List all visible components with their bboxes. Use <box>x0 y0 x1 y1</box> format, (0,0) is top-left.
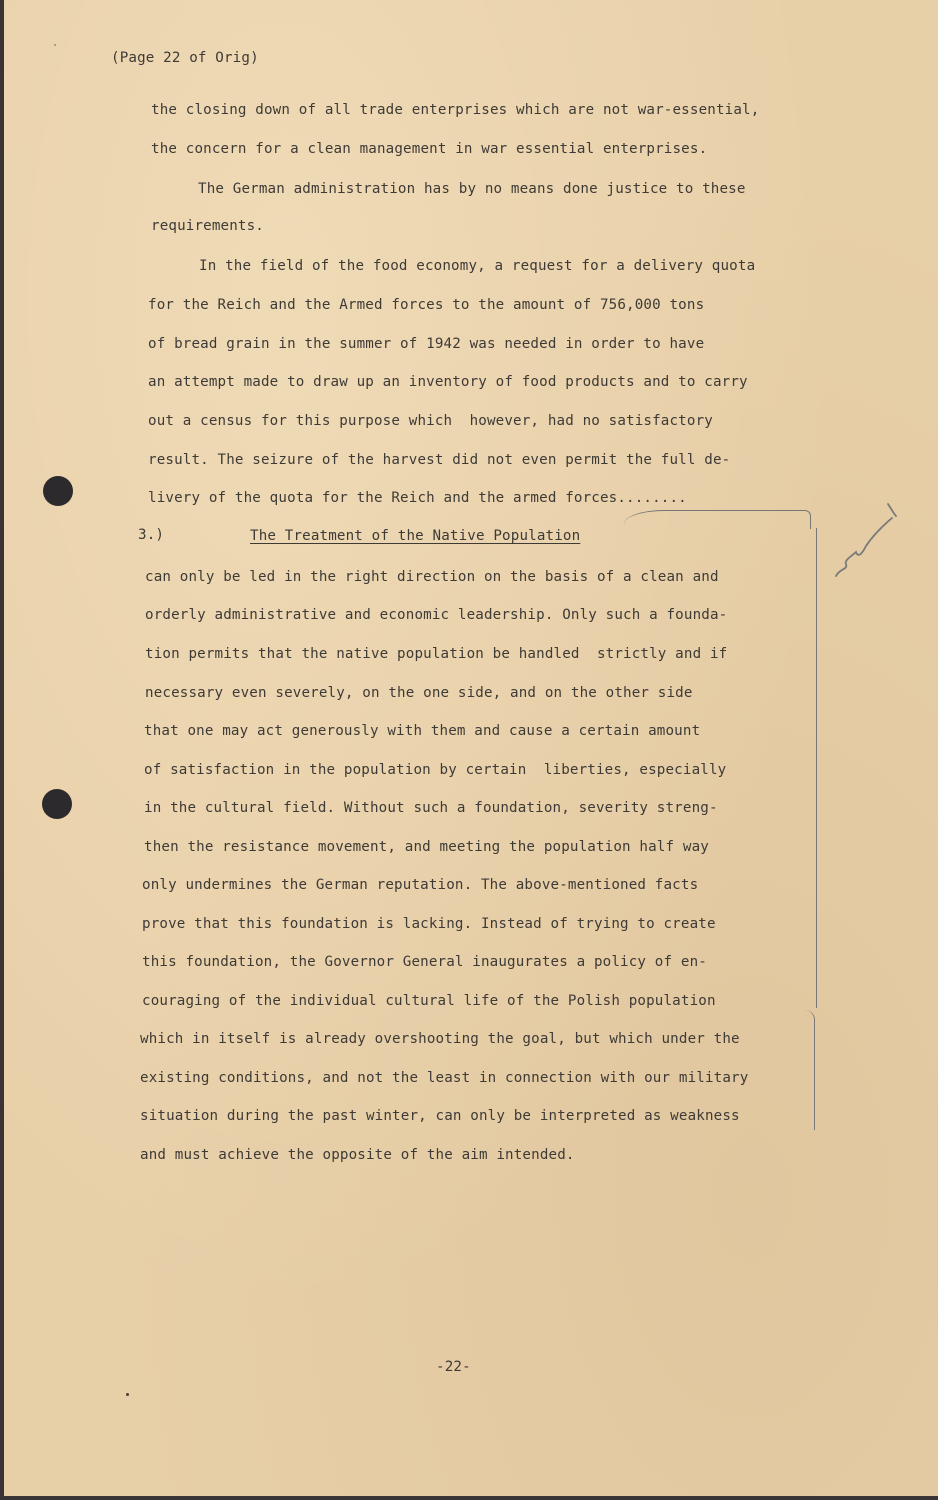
text-line: necessary even severely, on the one side, and on the other side <box>145 685 693 701</box>
text-line: the concern for a clean management in war essential enterprises. <box>151 141 708 157</box>
text-line: then the resistance movement, and meeting the population half way <box>144 839 709 855</box>
text-line: an attempt made to draw up an inventory of food products and to carry <box>148 374 748 390</box>
paper-speck <box>54 44 56 46</box>
text-line: result. The seizure of the harvest did not even permit the full de- <box>148 452 731 468</box>
text-line: out a census for this purpose which however, had no satisfactory <box>148 413 713 429</box>
text-line: livery of the quota for the Reich and the armed forces........ <box>148 490 687 506</box>
pencil-margin-line <box>808 528 817 1008</box>
text-line: that one may act generously with them and cause a certain amount <box>144 723 701 739</box>
text-line: the closing down of all trade enterprises which are not war-essential, <box>151 102 760 118</box>
punch-hole-lower <box>42 789 72 819</box>
punch-hole-upper <box>43 476 73 506</box>
text-line: situation during the past winter, can only be interpreted as weakness <box>140 1108 740 1124</box>
text-line: requirements. <box>151 218 264 234</box>
page-number: -22- <box>436 1359 471 1375</box>
pencil-margin-line-lower <box>800 1010 815 1130</box>
text-line: of bread grain in the summer of 1942 was needed in order to have <box>148 336 705 352</box>
text-line: for the Reich and the Armed forces to the amount of 756,000 tons <box>148 297 705 313</box>
text-line: tion permits that the native population be handled strictly and if <box>145 646 728 662</box>
text-line: this foundation, the Governor General inaugurates a policy of en- <box>142 954 707 970</box>
text-line: orderly administrative and economic leadership. Only such a founda- <box>145 607 728 623</box>
pencil-checkmark-icon <box>826 490 906 590</box>
text-line: and must achieve the opposite of the aim intended. <box>140 1147 575 1163</box>
text-line: prove that this foundation is lacking. Instead of trying to create <box>142 916 716 932</box>
page-reference-note: (Page 22 of Orig) <box>111 50 259 66</box>
text-line: in the cultural field. Without such a foundation, severity streng- <box>144 800 718 816</box>
text-line: couraging of the individual cultural life of the Polish population <box>142 993 716 1009</box>
text-line: of satisfaction in the population by certain liberties, especially <box>144 762 727 778</box>
document-page <box>4 0 938 1496</box>
text-line: In the field of the food economy, a request for a delivery quota <box>199 258 756 274</box>
section-number: 3.) <box>138 527 165 543</box>
section-heading: The Treatment of the Native Population <box>250 528 581 544</box>
paper-speck <box>126 1393 129 1396</box>
text-line: only undermines the German reputation. The above-mentioned facts <box>142 877 699 893</box>
text-line: The German administration has by no means done justice to these <box>198 181 746 197</box>
text-line: existing conditions, and not the least in connection with our military <box>140 1070 749 1086</box>
text-line: which in itself is already overshooting the goal, but which under the <box>140 1031 740 1047</box>
text-line: can only be led in the right direction on the basis of a clean and <box>145 569 719 585</box>
pencil-bracket-top <box>624 510 811 529</box>
